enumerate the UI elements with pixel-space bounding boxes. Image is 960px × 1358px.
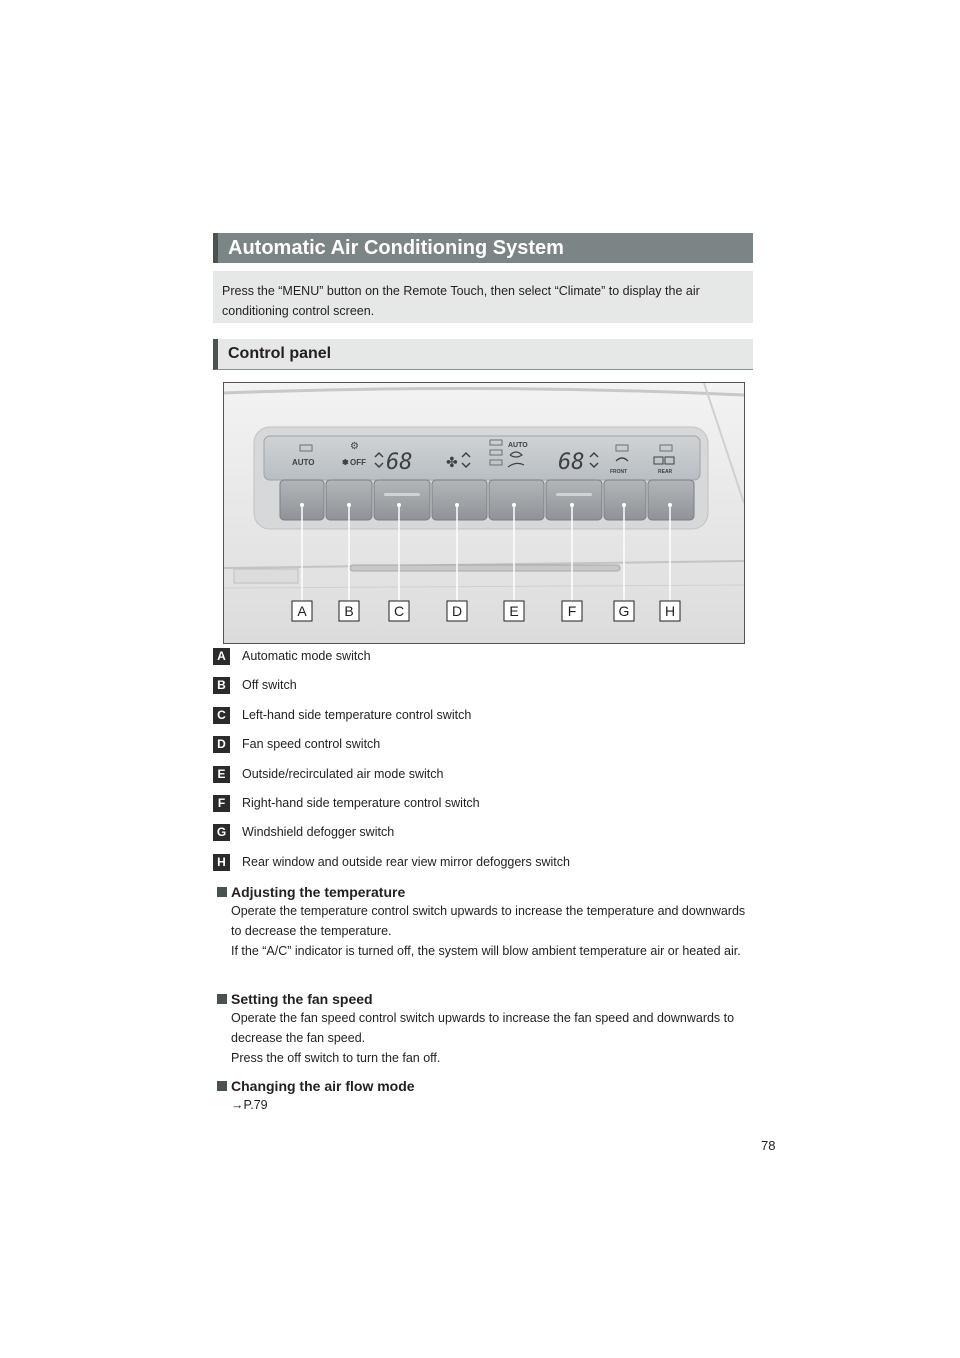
fan-icon: ✤	[446, 455, 458, 471]
legend-item	[213, 677, 753, 695]
section-paragraph: Operate the fan speed control switch upwards to increase the fan speed and downwards to decrease the fan speed.	[231, 1011, 735, 1045]
air-mode-switch[interactable]	[489, 480, 544, 520]
section-fan-speed	[217, 990, 757, 1068]
section-heading: Setting the fan speed	[217, 990, 757, 1008]
section-heading: Adjusting the temperature	[217, 883, 757, 901]
callout-letter: E	[509, 603, 519, 619]
legend-item	[213, 648, 753, 666]
rear-label: REAR	[658, 469, 673, 475]
legend-text: Automatic mode switch	[242, 649, 371, 663]
display-off-label: OFF	[350, 458, 366, 467]
legend-badge: A	[213, 648, 230, 665]
right-temp-switch[interactable]	[546, 480, 602, 520]
legend-text: Windshield defogger switch	[242, 825, 395, 840]
legend-badge: E	[213, 766, 230, 783]
callout-dot	[455, 503, 459, 507]
callout-dot	[347, 503, 351, 507]
legend-text: Outside/recirculated air mode switch	[242, 766, 444, 781]
control-panel-illustration	[223, 382, 745, 644]
legend-badge: F	[213, 795, 230, 812]
section-paragraph: If the “A/C” indicator is turned off, the system will blow ambient temperature air or heated air.	[231, 944, 741, 958]
callout-dot	[397, 503, 401, 507]
mode-auto-label: AUTO	[508, 442, 528, 449]
section-paragraph: Operate the temperature control switch upwards to increase the temperature and downwards to decrease the temperature.	[231, 904, 746, 938]
legend-item	[213, 854, 753, 872]
rear-defog-button[interactable]	[648, 480, 694, 520]
intro-text: Press the “MENU” button on the Remote Touch, then select “Climate” to display the air conditioning control screen.	[213, 271, 753, 323]
callout-dot	[512, 503, 516, 507]
section-adjust-temperature	[217, 883, 757, 961]
callout-dot	[668, 503, 672, 507]
left-temp-readout: 68	[386, 450, 413, 475]
section-air-flow-mode	[217, 1077, 757, 1115]
legend-item	[213, 766, 753, 784]
callout-dot	[570, 503, 574, 507]
callout-letter: C	[393, 603, 405, 619]
callout-dot	[300, 503, 304, 507]
page-number: 78	[761, 1138, 776, 1153]
section-heading: Changing the air flow mode	[217, 1077, 757, 1095]
legend-item	[213, 824, 753, 842]
legend-item	[213, 736, 753, 754]
control-panel-heading: Control panel	[213, 339, 753, 370]
svg-text:✽: ✽	[342, 458, 349, 467]
legend-text: Rear window and outside rear view mirror defoggers switch	[242, 854, 570, 869]
fan-speed-switch[interactable]	[432, 480, 487, 520]
callout-letter: B	[344, 603, 354, 619]
legend-text: Right-hand side temperature control switch	[242, 796, 480, 810]
callout-letter: G	[618, 603, 630, 619]
windshield-defog-button[interactable]	[604, 480, 646, 520]
front-label: FRONT	[610, 469, 628, 475]
legend-badge: C	[213, 707, 230, 724]
display-auto-label: AUTO	[292, 458, 315, 467]
legend-text: Left-hand side temperature control switch	[242, 707, 472, 722]
legend-badge: G	[213, 824, 230, 841]
section-title: Automatic Air Conditioning System	[213, 233, 753, 263]
right-temp-readout: 68	[558, 450, 585, 475]
legend-badge: B	[213, 677, 230, 694]
fan-lock-icon: ⚙	[350, 441, 359, 452]
left-temp-switch[interactable]	[374, 480, 430, 520]
legend-text: Fan speed control switch	[242, 737, 381, 752]
callout-letter: D	[451, 603, 463, 619]
legend-text: Off switch	[242, 678, 297, 693]
legend-item	[213, 795, 753, 813]
callout-letter: F	[567, 603, 577, 619]
legend-badge: D	[213, 736, 230, 753]
section-paragraph: Press the off switch to turn the fan off.	[231, 1051, 441, 1065]
callout-letter: H	[664, 603, 676, 619]
callout-dot	[622, 503, 626, 507]
button-row	[280, 480, 694, 520]
callout-letter: A	[297, 603, 307, 619]
legend-item	[213, 707, 753, 725]
page-reference-link[interactable]: →P.79	[231, 1098, 268, 1112]
legend-badge: H	[213, 854, 230, 871]
